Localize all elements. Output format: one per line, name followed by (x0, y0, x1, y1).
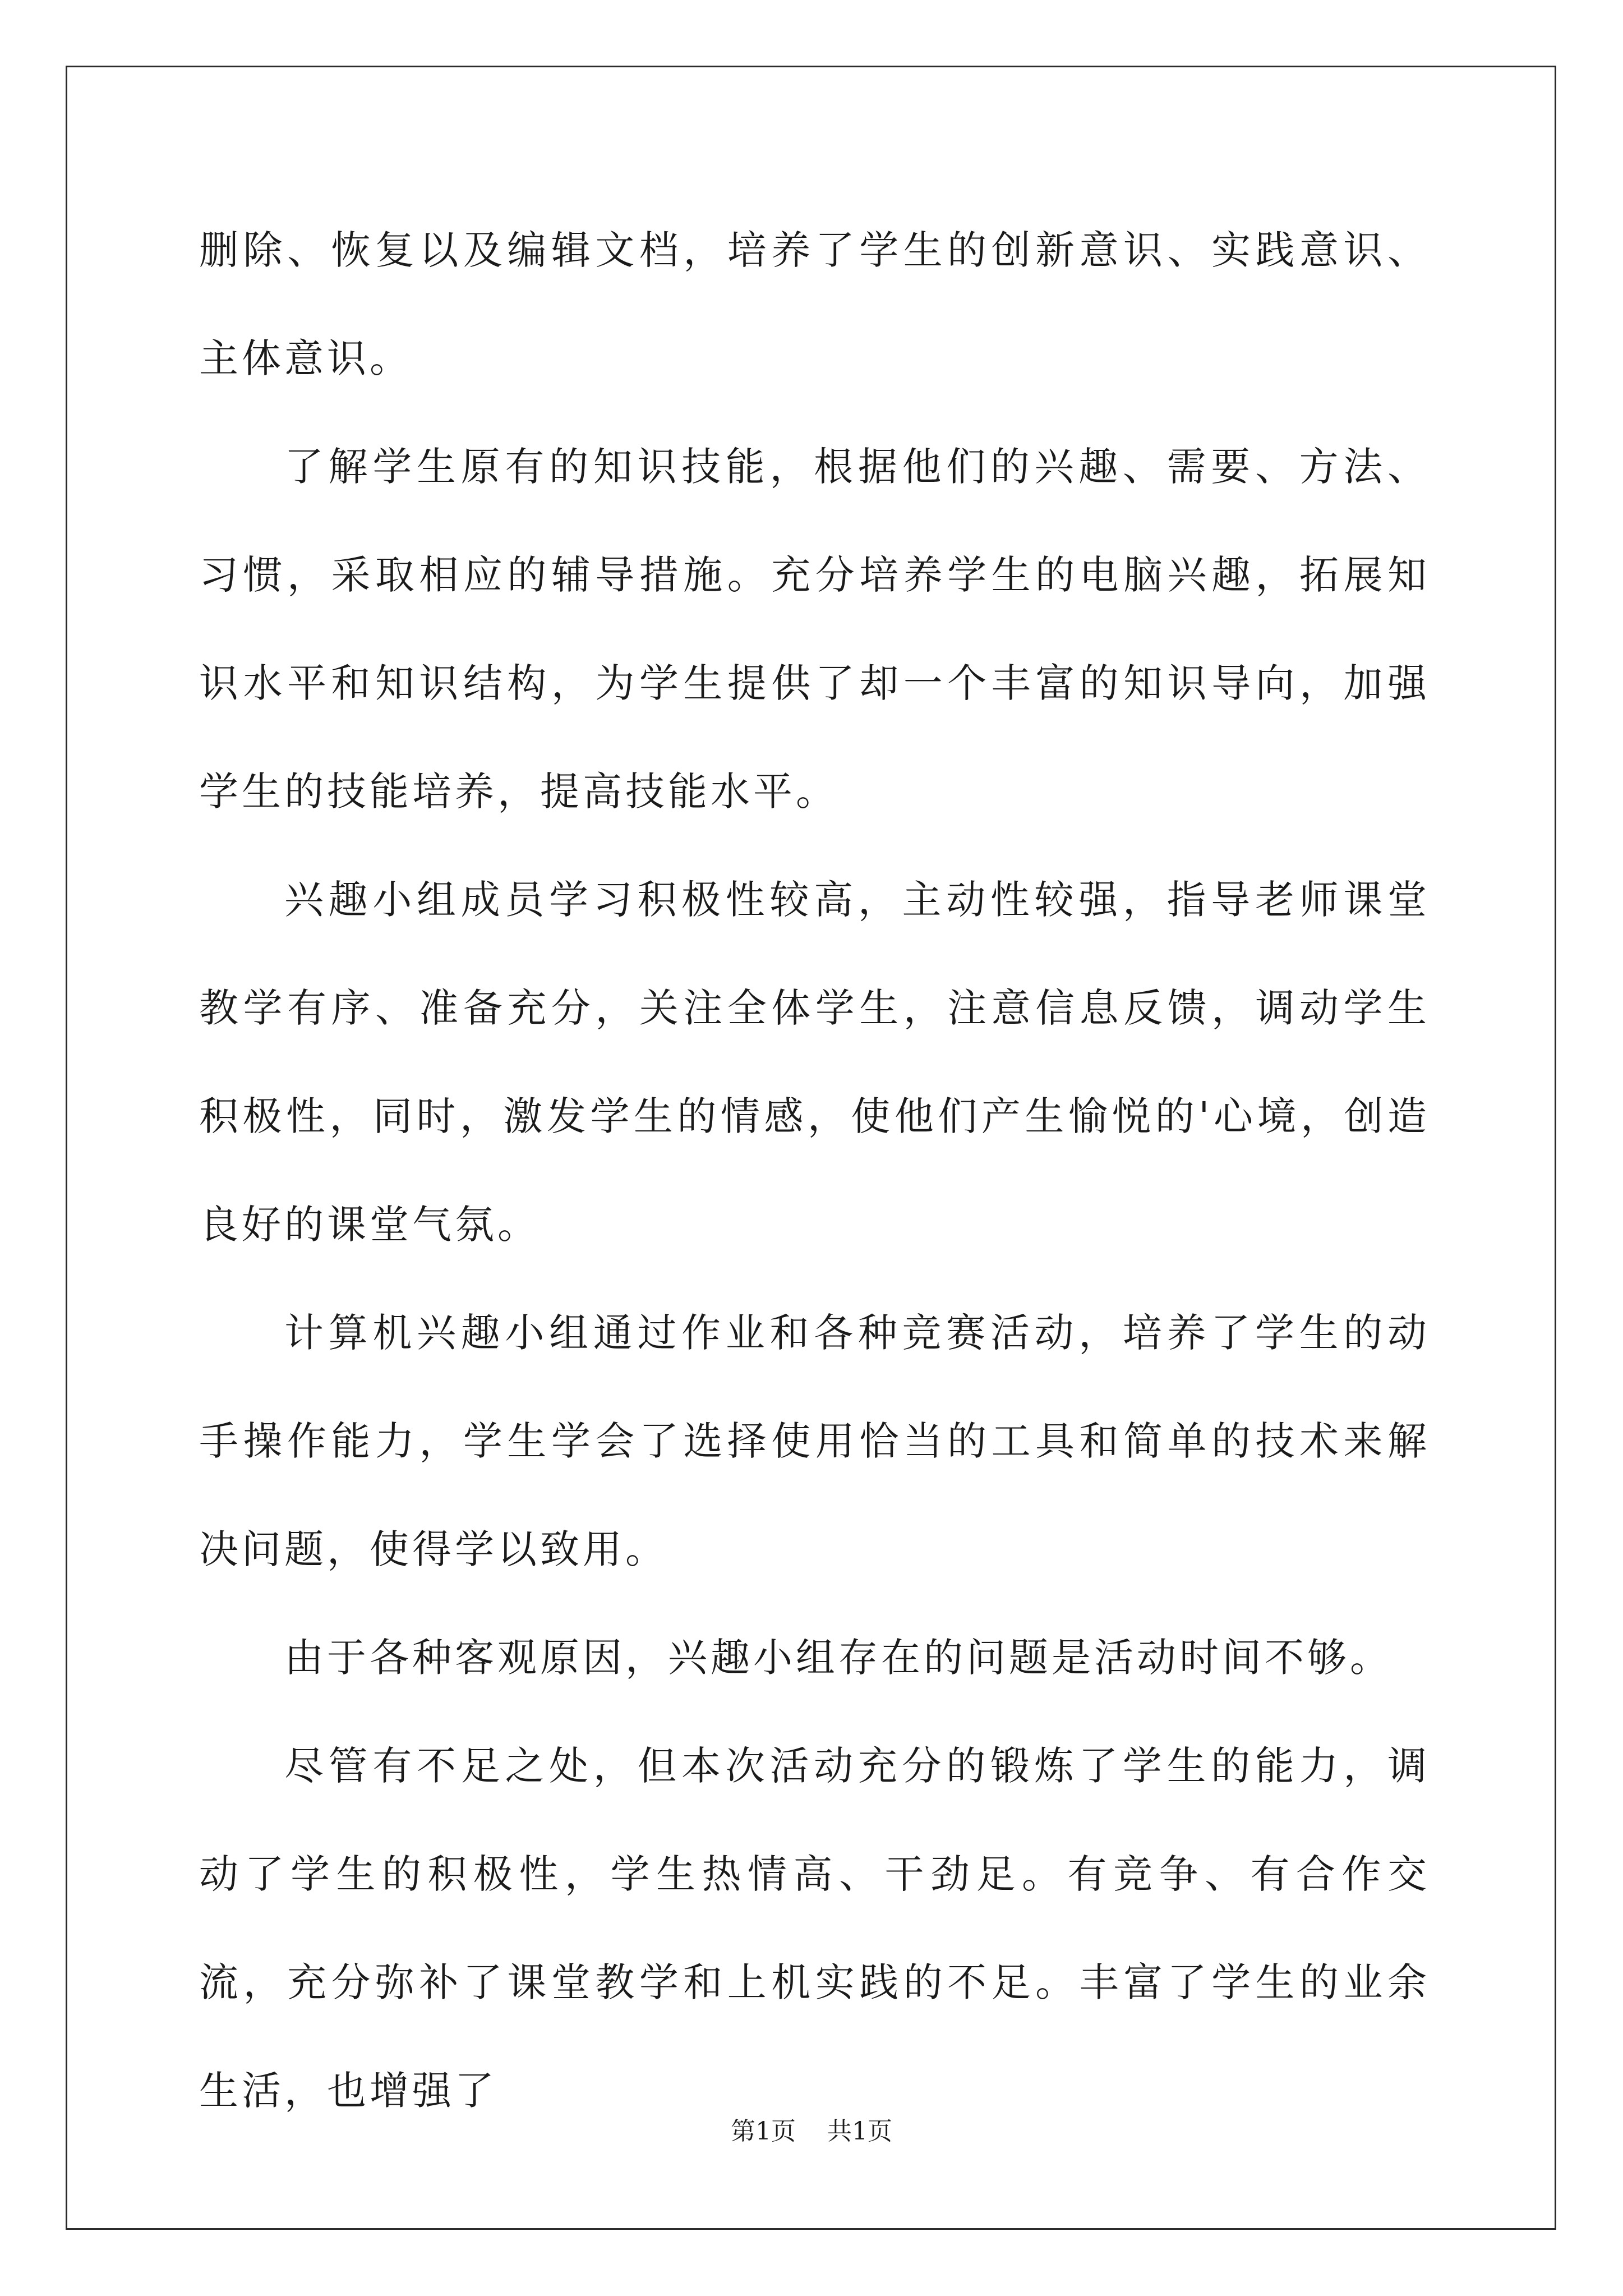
paragraph: 计算机兴趣小组通过作业和各种竞赛活动，培养了学生的动手操作能力，学生学会了选择使用恰当的工具和简单的技术来解决问题，使得学以致用。 (199, 1310, 1430, 1572)
document-body (199, 196, 1430, 2145)
paragraph: 兴趣小组成员学习积极性较高，主动性较强，指导老师课堂教学有序、准备充分，关注全体学生，注意信息反馈，调动学生积极性，同时，激发学生的情感，使他们产生愉悦的'心境，创造良好的课堂气氛。 (199, 877, 1430, 1248)
paragraph: 由于各种客观原因，兴趣小组存在的问题是活动时间不够。 (284, 1635, 1393, 1681)
paragraph: 删除、恢复以及编辑文档，培养了学生的创新意识、实践意识、主体意识。 (199, 227, 1430, 381)
page-total: 共1页 (827, 2117, 892, 2146)
page-footer (0, 2115, 1623, 2148)
page-number: 第1页 (731, 2117, 796, 2146)
paragraph: 尽管有不足之处，但本次活动充分的锻炼了学生的能力，调动了学生的积极性，学生热情高、干劲足。有竞争、有合作交流，充分弥补了课堂教学和上机实践的不足。丰富了学生的业余生活，也增强了 (199, 1743, 1430, 2114)
paragraph: 了解学生原有的知识技能，根据他们的兴趣、需要、方法、习惯，采取相应的辅导措施。充分培养学生的电脑兴趣，拓展知识水平和知识结构，为学生提供了却一个丰富的知识导向，加强学生的技能培养，提高技能水平。 (199, 444, 1430, 815)
